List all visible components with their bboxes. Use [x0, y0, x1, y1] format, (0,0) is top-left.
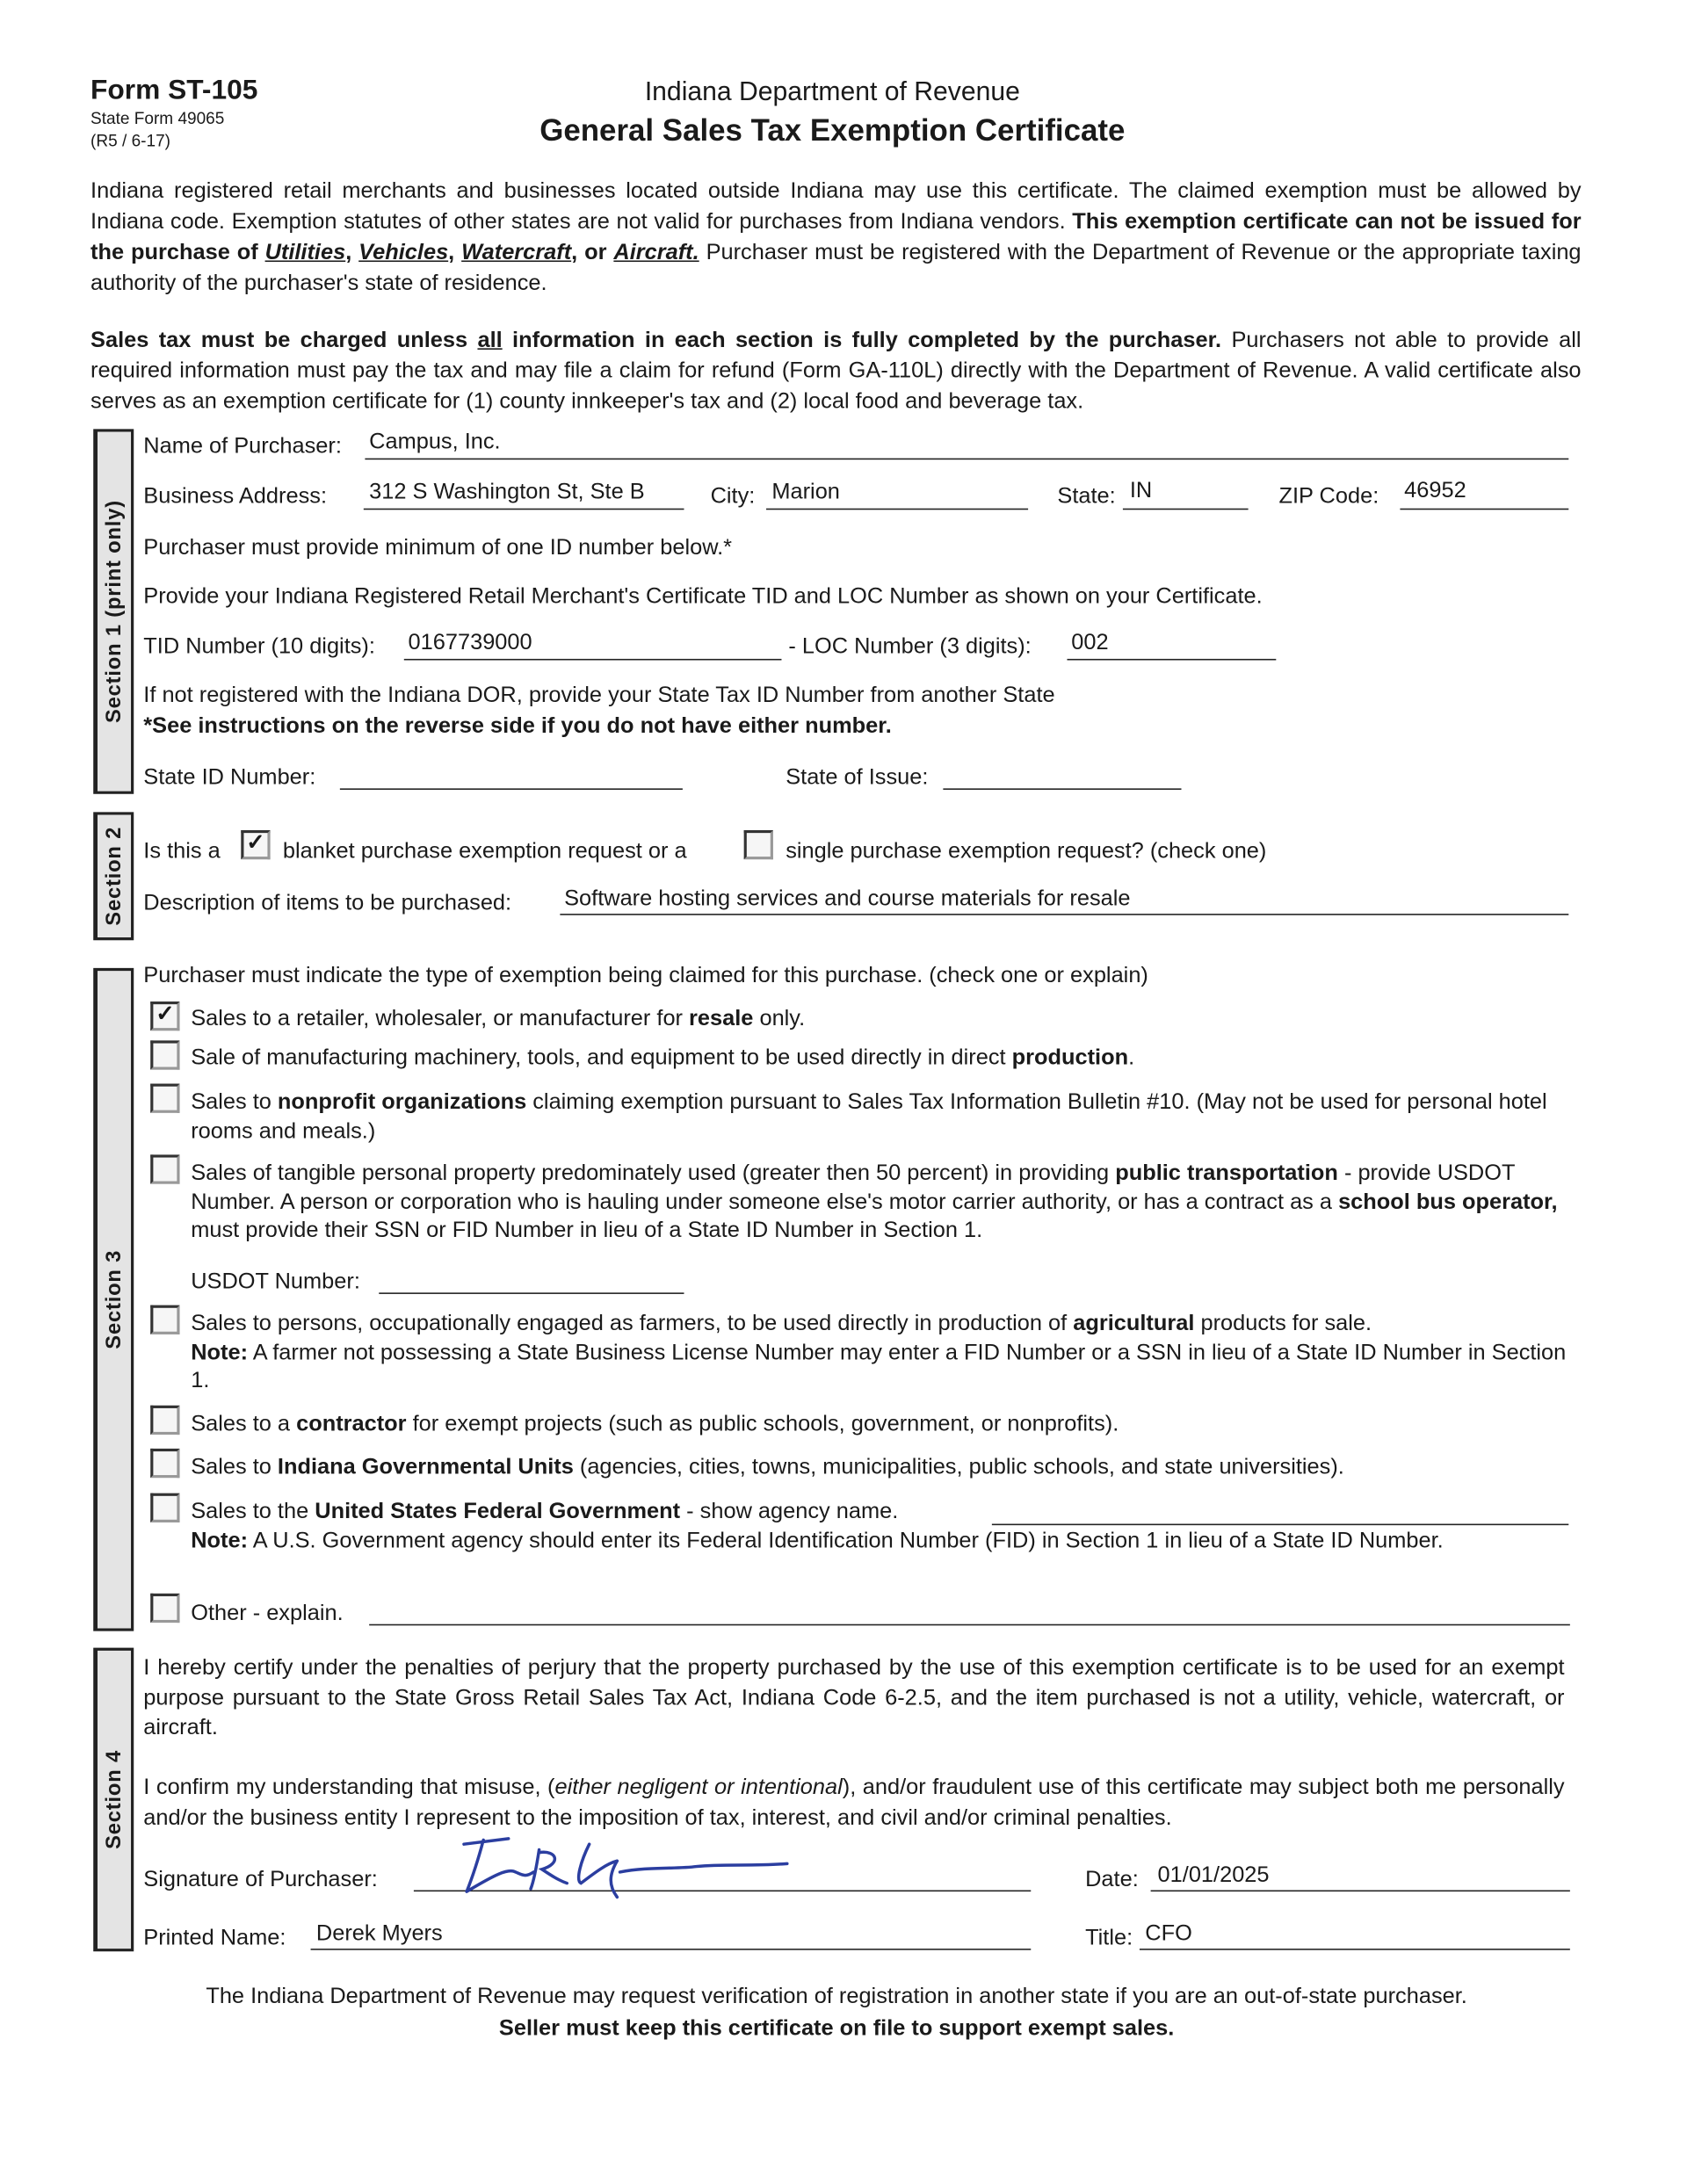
contractor-checkbox[interactable] — [150, 1406, 179, 1435]
zip-field[interactable] — [1400, 509, 1568, 510]
signature-label: Signature of Purchaser: — [143, 1868, 378, 1892]
confirm-statement: I confirm my understanding that misuse, (either negligent or intentional), and/or fraudulent use of this certificate may subject both me personally and/or the business entity I represent to the imposition of tax, interest, and civil and/or criminal penalties. — [143, 1775, 1565, 1830]
printed-name-field[interactable] — [311, 1949, 1032, 1950]
footer-note: The Indiana Department of Revenue may request verification of registration in another state if you are an out-of-state purchaser. — [206, 1985, 1467, 2009]
transportation-checkbox[interactable] — [150, 1154, 179, 1183]
tid-field[interactable] — [404, 659, 782, 661]
zip-label: ZIP Code: — [1278, 484, 1379, 509]
agency-name-field[interactable] — [992, 1524, 1568, 1526]
city-value: Marion — [771, 480, 840, 504]
agency-name: Indiana Department of Revenue — [644, 77, 1020, 108]
state-label: State: — [1057, 484, 1116, 509]
exemption-nonprofit: Sales to nonprofit organizations claiming exemption pursuant to Sales Tax Information Bulletin #10. (May not be used for personal hotel rooms and meals.) — [191, 1090, 1547, 1143]
section-4-tab: Section 4 — [93, 1648, 134, 1952]
section-1-tab: Section 1 (print only) — [93, 429, 134, 793]
address-field[interactable] — [364, 509, 684, 510]
footer-seller-note: Seller must keep this certificate on file to support exempt sales. — [498, 2016, 1175, 2041]
provide-note: Provide your Indiana Registered Retail Merchant's Certificate TID and LOC Number as shown on your Certificate. — [143, 584, 1263, 609]
section-2-tab: Section 2 — [93, 812, 134, 940]
exemption-transportation: Sales of tangible personal property predominately used (greater then 50 percent) in providing public transportation - provide USDOT Number. A person or corporation who is hauling under someone else's motor carrier authority, or has a contract as a school bus operator, must provide their SSN or FID Number in lieu of a State ID Number in Section 1. — [191, 1161, 1558, 1243]
date-value: 01/01/2025 — [1157, 1863, 1270, 1888]
description-value: Software hosting services and course materials for resale — [564, 886, 1131, 911]
state-value: IN — [1129, 479, 1153, 503]
exemption-federal: Sales to the United States Federal Government - show agency name. Note: A U.S. Government agency should enter its Federal Identification Number (FID) in Section 1 in lieu of a State ID Number. — [191, 1500, 1444, 1553]
exemption-intro: Purchaser must indicate the type of exemption being claimed for this purchase. (check one or explain) — [143, 964, 1148, 988]
name-value: Campus, Inc. — [369, 430, 501, 454]
not-registered-note: If not registered with the Indiana DOR, provide your State Tax ID Number from another State — [143, 683, 1055, 708]
exemption-production: Sale of manufacturing machinery, tools, and equipment to be used directly in direct production. — [191, 1045, 1135, 1070]
state-field[interactable] — [1123, 509, 1249, 510]
title-field[interactable] — [1140, 1949, 1570, 1950]
description-field[interactable] — [560, 914, 1568, 915]
loc-field[interactable] — [1067, 659, 1276, 661]
resale-checkbox[interactable]: ✓ — [150, 1002, 179, 1031]
min-id-note: Purchaser must provide minimum of one ID number below.* — [143, 536, 733, 560]
tid-value: 0167739000 — [408, 631, 532, 655]
notice-paragraph: Sales tax must be charged unless all information in each section is fully completed by the purchaser. Purchasers not able to provide all required information must pay the tax and may file a claim for refund (Form GA-110L) directly with the Department of Revenue. A valid certificate also serves as an exemption certificate for (1) county innkeeper's tax and (2) local food and beverage tax. — [91, 329, 1582, 414]
exemption-government: Sales to Indiana Governmental Units (agencies, cities, towns, municipalities, public schools, and state universities). — [191, 1455, 1344, 1479]
address-label: Business Address: — [143, 484, 327, 509]
single-label: single purchase exemption request? (check one) — [786, 840, 1267, 864]
description-label: Description of items to be purchased: — [143, 891, 512, 915]
other-explain-field[interactable] — [369, 1624, 1570, 1626]
loc-value: 002 — [1071, 631, 1109, 655]
federal-checkbox[interactable] — [150, 1493, 179, 1522]
exemption-other: Other - explain. — [191, 1602, 344, 1626]
form-number: Form ST-105 — [91, 75, 258, 106]
usdot-label: USDOT Number: — [191, 1269, 360, 1294]
exemption-agricultural: Sales to persons, occupationally engaged as farmers, to be used directly in production of agricultural products for sale. Note: A farmer not possessing a State Business License Number may enter a FID Number or a SSN in lieu of a State ID Number in Section 1. — [191, 1312, 1567, 1393]
address-value: 312 S Washington St, Ste B — [369, 480, 645, 504]
see-instructions-note: *See instructions on the reverse side if you do not have either number. — [143, 714, 892, 739]
nonprofit-checkbox[interactable] — [150, 1084, 179, 1113]
intro-paragraph: Indiana registered retail merchants and businesses located outside Indiana may use this certificate. The claimed exemption must be allowed by Indiana code. Exemption statutes of other states are not valid for purchases from Indiana vendors. This exemption certificate can not be issued for the purchase of Utilities, Vehicles, Watercraft, or Aircraft. Purchaser must be registered with the Department of Revenue or the appropriate taxing authority of the purchaser's state of residence. — [91, 179, 1582, 296]
printed-name-label: Printed Name: — [143, 1926, 286, 1950]
name-field[interactable] — [365, 459, 1568, 460]
usdot-field[interactable] — [379, 1292, 684, 1294]
state-form: State Form 49065 — [91, 108, 225, 128]
zip-value: 46952 — [1404, 479, 1466, 503]
exemption-contractor: Sales to a contractor for exempt projects (such as public schools, government, or nonprofits). — [191, 1412, 1119, 1436]
government-checkbox[interactable] — [150, 1449, 179, 1478]
state-issue-field[interactable] — [943, 788, 1181, 790]
is-this-label: Is this a — [143, 840, 221, 864]
blanket-checkbox[interactable]: ✓ — [241, 830, 270, 859]
loc-label: - LOC Number (3 digits): — [788, 634, 1032, 659]
state-id-label: State ID Number: — [143, 766, 316, 790]
printed-name-value: Derek Myers — [315, 1921, 443, 1946]
certify-statement: I hereby certify under the penalties of perjury that the property purchased by the use of this exemption certificate is to be used for an exempt purpose pursuant to the State Gross Retail Sales Tax Act, Indiana Code 6-2.5, and the item purchased is not a utility, vehicle, watercraft, or aircraft. — [143, 1656, 1565, 1740]
state-issue-label: State of Issue: — [786, 766, 929, 790]
date-field[interactable] — [1151, 1891, 1570, 1892]
production-checkbox[interactable] — [150, 1040, 179, 1069]
form-title: General Sales Tax Exemption Certificate — [539, 112, 1126, 148]
name-label: Name of Purchaser: — [143, 434, 342, 459]
other-checkbox[interactable] — [150, 1594, 179, 1623]
date-label: Date: — [1085, 1868, 1139, 1892]
section-3-tab: Section 3 — [93, 968, 134, 1631]
tid-label: TID Number (10 digits): — [143, 634, 375, 659]
title-value: CFO — [1145, 1921, 1192, 1946]
signature-image — [453, 1833, 800, 1903]
exemption-resale: Sales to a retailer, wholesaler, or manufacturer for resale only. — [191, 1007, 806, 1031]
state-id-field[interactable] — [340, 788, 683, 790]
single-checkbox[interactable] — [744, 830, 773, 859]
title-label: Title: — [1085, 1926, 1133, 1950]
revision: (R5 / 6-17) — [91, 131, 171, 151]
agricultural-checkbox[interactable] — [150, 1305, 179, 1334]
city-label: City: — [710, 484, 756, 509]
blanket-label: blanket purchase exemption request or a — [282, 840, 687, 864]
city-field[interactable] — [766, 509, 1028, 510]
